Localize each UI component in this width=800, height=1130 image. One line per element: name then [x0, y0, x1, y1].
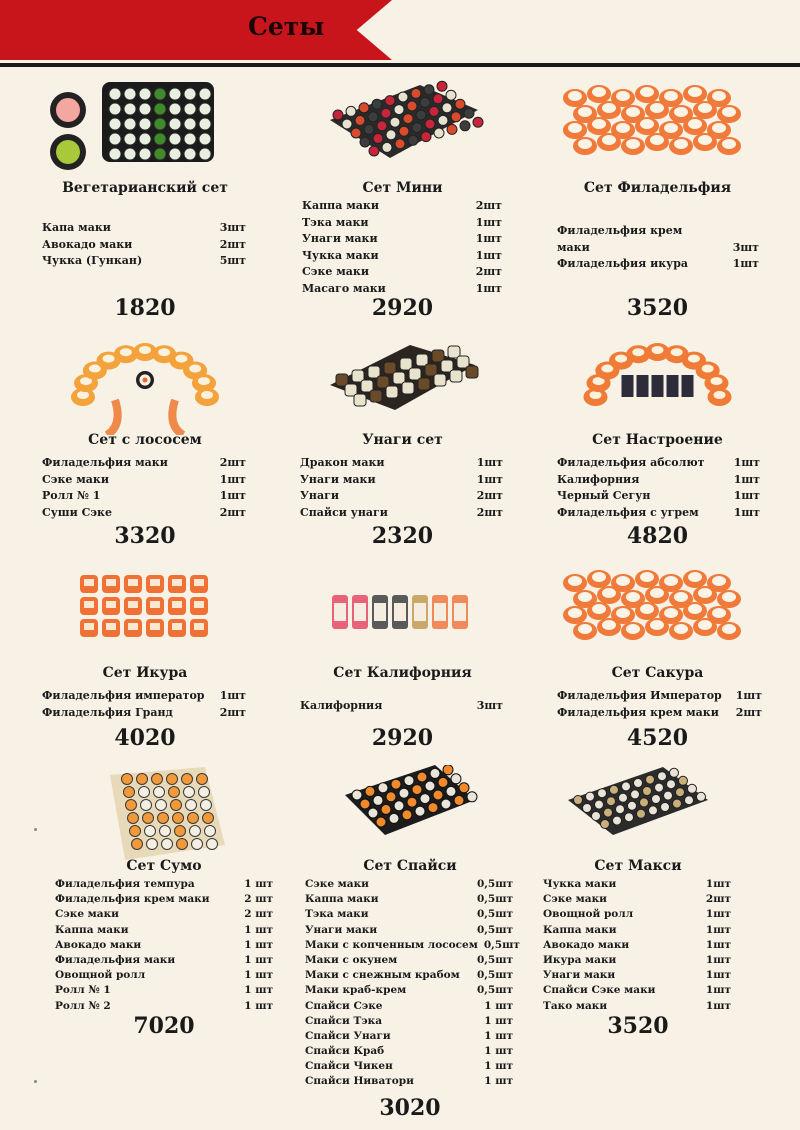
item-name: Маки с окунем: [305, 953, 398, 966]
item-quantity: 1шт: [705, 938, 731, 951]
item-name: Каппа маки: [55, 923, 129, 936]
set-item-row: [302, 198, 502, 215]
set-item-row: [305, 1059, 513, 1074]
set-item-row: [42, 505, 246, 522]
item-quantity: 0,5шт: [476, 923, 513, 936]
item-quantity: 1шт: [705, 999, 731, 1012]
maxi-set-photo-icon: [543, 765, 733, 865]
item-quantity: 1шт: [705, 969, 731, 982]
philadelphia-set-photo-icon: [555, 80, 760, 180]
item-name: Спайси Чикен: [305, 1060, 393, 1073]
item-quantity: 1шт: [705, 908, 731, 921]
item-name: Сэке маки: [543, 893, 607, 906]
item-quantity: 1шт: [219, 472, 246, 486]
set-item-row: [543, 892, 731, 907]
item-quantity: 5шт: [219, 254, 246, 267]
item-name: Спайси Сэке маки: [543, 984, 656, 997]
item-name: Унаги маки: [305, 923, 378, 936]
item-quantity: 3шт: [219, 221, 246, 234]
set-items-list: [543, 877, 731, 1014]
item-quantity: 1шт: [705, 953, 731, 966]
set-price: 1820: [114, 295, 176, 321]
set-price: 2320: [371, 523, 434, 549]
item-name: Калифорния: [557, 472, 640, 486]
item-quantity: 0,5шт: [476, 984, 513, 997]
set-items-list: [305, 877, 520, 1090]
set-item-row: [305, 1014, 513, 1029]
salmon-set-photo-icon: [40, 335, 250, 435]
set-title: Сет Настроение: [592, 432, 723, 448]
item-name: Ролл № 2: [55, 999, 111, 1012]
set-price: 3520: [626, 295, 689, 321]
item-quantity: 2шт: [219, 237, 246, 251]
set-item-row: [557, 256, 759, 273]
item-quantity: 0,5шт: [476, 908, 513, 921]
set-title: Сет Мини: [362, 180, 443, 196]
set-item-row: [55, 877, 273, 892]
item-quantity: 2 шт: [244, 893, 273, 906]
set-items-list: [55, 877, 273, 1014]
set-item-row: [557, 455, 760, 472]
item-name: Маки с снежным крабом: [305, 969, 460, 982]
item-name: Чукка маки: [302, 248, 379, 262]
unagi-set-photo-icon: [300, 335, 505, 435]
item-quantity: 1шт: [733, 505, 760, 519]
item-quantity: 2 шт: [244, 908, 273, 921]
set-item-row: [543, 923, 731, 938]
item-name: Сэке маки: [42, 472, 110, 486]
item-name: Спайси Сэке: [305, 999, 383, 1012]
set-item-row: [543, 907, 731, 922]
item-quantity: 1 шт: [244, 953, 273, 966]
set-item-row: [55, 999, 273, 1014]
set-item-row: [543, 968, 731, 983]
item-quantity: 1шт: [476, 456, 503, 469]
set-price: 2920: [371, 725, 434, 751]
item-name: Унаги: [300, 489, 340, 502]
set-price: 4520: [626, 725, 689, 751]
item-quantity: 0,5шт: [476, 953, 513, 966]
item-quantity: 0,5шт: [476, 969, 513, 982]
set-item-row: [305, 938, 520, 953]
set-title: Сет с лососем: [88, 432, 202, 448]
item-quantity: 2шт: [219, 705, 246, 719]
item-name: Каппа маки: [543, 923, 617, 936]
item-name: Тэка маки: [302, 215, 369, 229]
set-item-row: [42, 237, 246, 254]
set-item-row: [55, 968, 273, 983]
set-item-row: [543, 999, 731, 1014]
set-price: 3520: [607, 1013, 669, 1039]
item-name: Филадельфия крем маки: [557, 705, 719, 719]
item-name: Авокадо маки: [543, 938, 630, 951]
vegetarian-set-photo-icon: [40, 80, 250, 180]
set-title: Сет Икура: [102, 665, 188, 681]
set-item-row: [42, 253, 246, 270]
item-quantity: 3шт: [476, 699, 503, 712]
item-name: Маки с копченным лососем: [305, 938, 478, 951]
item-quantity: 1 шт: [484, 1075, 513, 1088]
ikura-set-photo-icon: [40, 565, 250, 665]
set-items-list: [42, 688, 246, 721]
set-item-row: [300, 505, 503, 522]
item-name: Филадельфия крем маки: [55, 893, 210, 906]
set-item-row: [42, 220, 246, 237]
item-name: Филадельфия маки: [55, 953, 176, 966]
item-quantity: 1 шт: [244, 923, 273, 936]
set-item-row: [55, 953, 273, 968]
set-item-row: [42, 688, 246, 705]
set-price: 4820: [626, 523, 689, 549]
item-name: Масаго маки: [302, 281, 386, 295]
spicy-set-photo-icon: [305, 765, 515, 865]
set-item-row: [543, 938, 731, 953]
item-name: Каппа маки: [305, 893, 379, 906]
set-price: 3020: [379, 1095, 441, 1121]
set-item-row: [42, 488, 246, 505]
set-title: Сет Спайси: [363, 858, 457, 874]
item-name: Овощной ролл: [55, 969, 146, 982]
set-item-row: [557, 705, 762, 722]
set-item-row: [305, 877, 513, 892]
item-quantity: 1шт: [219, 489, 246, 502]
item-quantity: 1шт: [475, 248, 502, 262]
item-name: Унаги маки: [543, 969, 616, 982]
item-name: Сэке маки: [305, 878, 369, 890]
item-quantity: 1 шт: [484, 1060, 513, 1073]
set-title: Унаги сет: [362, 432, 443, 448]
set-item-row: [55, 923, 273, 938]
item-quantity: 2шт: [475, 199, 502, 212]
item-quantity: 1шт: [476, 472, 503, 486]
set-item-row: [557, 488, 760, 505]
set-item-row: [42, 705, 246, 722]
item-quantity: 2шт: [219, 505, 246, 519]
set-item-row: [557, 240, 759, 257]
set-item-row: [302, 264, 502, 281]
set-item-row: [305, 1029, 513, 1044]
item-name: Сэке маки: [55, 908, 119, 921]
item-name: Филадельфия с угрем: [557, 505, 699, 519]
item-quantity: 1 шт: [244, 938, 273, 951]
item-quantity: 1шт: [733, 456, 760, 469]
item-quantity: 1шт: [705, 878, 731, 890]
set-price: 2920: [371, 295, 434, 321]
item-quantity: 1 шт: [484, 1045, 513, 1058]
set-items-list: [302, 198, 502, 297]
set-item-row: [557, 505, 760, 522]
item-quantity: 0,5шт: [476, 893, 513, 906]
set-title: Сет Макси: [594, 858, 682, 874]
item-name: Филадельфия Гранд: [42, 705, 173, 719]
item-name: Авокадо маки: [55, 938, 142, 951]
item-name: Тако маки: [543, 999, 608, 1012]
item-quantity: 2шт: [705, 893, 731, 906]
item-name: Унаги маки: [300, 472, 376, 486]
sumo-set-photo-icon: [55, 765, 273, 865]
set-price: 3320: [114, 523, 176, 549]
set-item-row: [55, 907, 273, 922]
set-item-row: [300, 472, 503, 489]
decorative-dot: [34, 828, 37, 831]
set-item-row: [557, 472, 760, 489]
header-banner: [0, 0, 392, 60]
item-name: Дракон маки: [300, 456, 385, 469]
item-quantity: 2шт: [476, 505, 503, 519]
set-price: 7020: [133, 1013, 195, 1039]
set-item-row: [302, 248, 502, 265]
item-quantity: 3шт: [732, 240, 759, 254]
set-item-row: [557, 688, 762, 705]
item-name: Филадельфия маки: [42, 456, 168, 469]
set-title: Вегетарианский сет: [62, 180, 228, 196]
set-items-list: [42, 220, 246, 270]
item-name: Овощной ролл: [543, 908, 634, 921]
header-divider: [0, 63, 800, 67]
set-item-row: [55, 983, 273, 998]
sakura-set-photo-icon: [555, 565, 760, 665]
set-item-row: [543, 983, 731, 998]
mood-set-photo-icon: [555, 335, 760, 435]
set-item-row: [543, 877, 731, 892]
set-item-row: [42, 472, 246, 489]
item-name: Икура маки: [543, 953, 617, 966]
item-quantity: 1 шт: [484, 1029, 513, 1042]
set-item-row: [300, 698, 503, 715]
item-quantity: 2шт: [475, 265, 502, 278]
item-name: Маки краб-крем: [305, 984, 407, 997]
item-name: Спайси Ниватори: [305, 1075, 414, 1088]
item-quantity: 1 шт: [484, 1014, 513, 1027]
set-item-row: [55, 892, 273, 907]
set-item-row: [305, 953, 513, 968]
page-title: Сеты: [248, 12, 325, 41]
set-item-row: [305, 968, 513, 983]
set-title: Сет Калифорния: [333, 665, 472, 681]
item-name: Черный Сегун: [557, 489, 651, 502]
set-items-list: [300, 455, 503, 521]
item-quantity: 1 шт: [244, 999, 273, 1012]
set-item-row: [305, 923, 513, 938]
item-name: Ролл № 1: [42, 489, 101, 502]
item-name: Калифорния: [300, 699, 383, 712]
set-items-list: [557, 688, 762, 721]
item-name: Филадельфия икура: [557, 257, 689, 270]
set-item-row: [300, 488, 503, 505]
set-items-list: [557, 455, 760, 521]
item-name: Авокадо маки: [42, 237, 133, 251]
item-quantity: 1шт: [219, 689, 246, 702]
item-quantity: 2шт: [735, 705, 762, 719]
mini-set-photo-icon: [300, 80, 505, 180]
set-item-row: [302, 231, 502, 248]
item-quantity: 1шт: [733, 472, 760, 486]
set-item-row: [55, 938, 273, 953]
item-quantity: 1шт: [735, 689, 762, 702]
california-set-photo-icon: [300, 565, 505, 665]
item-quantity: [753, 223, 759, 240]
item-quantity: 1шт: [733, 489, 760, 502]
set-item-row: [305, 1074, 513, 1089]
item-quantity: 1шт: [705, 984, 731, 997]
set-title: Сет Сакура: [611, 665, 704, 681]
item-quantity: 2шт: [219, 456, 246, 469]
item-name: Спайси Унаги: [305, 1029, 391, 1042]
item-quantity: 1шт: [705, 923, 731, 936]
decorative-dot: [34, 1080, 37, 1083]
item-quantity: 1 шт: [244, 984, 273, 997]
item-quantity: 1шт: [732, 257, 759, 270]
item-quantity: 1шт: [475, 281, 502, 295]
set-items-list: [557, 223, 759, 273]
item-name: Филадельфия темпура: [55, 878, 195, 890]
set-item-row: [305, 892, 513, 907]
set-title: Сет Филадельфия: [583, 180, 732, 196]
item-name: Спайси Краб: [305, 1045, 385, 1058]
item-quantity: 1шт: [475, 215, 502, 229]
item-name: Унаги маки: [302, 232, 378, 245]
item-name: Чукка (Гункан): [42, 254, 143, 267]
set-item-row: [305, 983, 513, 998]
item-name: Суши Сэке: [42, 505, 113, 519]
set-item-row: [305, 907, 513, 922]
item-name: Ролл № 1: [55, 984, 111, 997]
item-quantity: 1 шт: [484, 999, 513, 1012]
item-name: Каппа маки: [302, 199, 379, 212]
set-item-row: [42, 455, 246, 472]
set-item-row: [557, 223, 759, 240]
item-quantity: 1шт: [475, 232, 502, 245]
item-name: Спайси унаги: [300, 505, 388, 519]
item-quantity: 1 шт: [244, 969, 273, 982]
item-name: Тэка маки: [305, 908, 369, 921]
set-item-row: [302, 215, 502, 232]
set-price: 4020: [114, 725, 176, 751]
set-item-row: [305, 999, 513, 1014]
item-name: Филадельфия Император: [557, 689, 722, 702]
item-quantity: 0,5шт: [483, 938, 520, 951]
item-name: Филадельфия абсолют: [557, 456, 705, 469]
item-quantity: 2шт: [476, 489, 503, 502]
set-item-row: [305, 1044, 513, 1059]
set-item-row: [300, 455, 503, 472]
item-name: Чукка маки: [543, 878, 617, 890]
item-name: Филадельфия крем: [557, 224, 683, 237]
set-title: Сет Сумо: [126, 858, 202, 874]
item-name: Филадельфия император: [42, 689, 205, 702]
item-quantity: 1 шт: [244, 878, 273, 890]
set-items-list: [42, 455, 246, 521]
item-name: Спайси Тэка: [305, 1014, 383, 1027]
set-item-row: [543, 953, 731, 968]
item-name: Капа маки: [42, 221, 111, 234]
set-items-list: [300, 698, 503, 715]
item-name: Сэке маки: [302, 265, 370, 278]
item-name: маки: [557, 240, 590, 254]
item-quantity: 0,5шт: [476, 878, 513, 890]
